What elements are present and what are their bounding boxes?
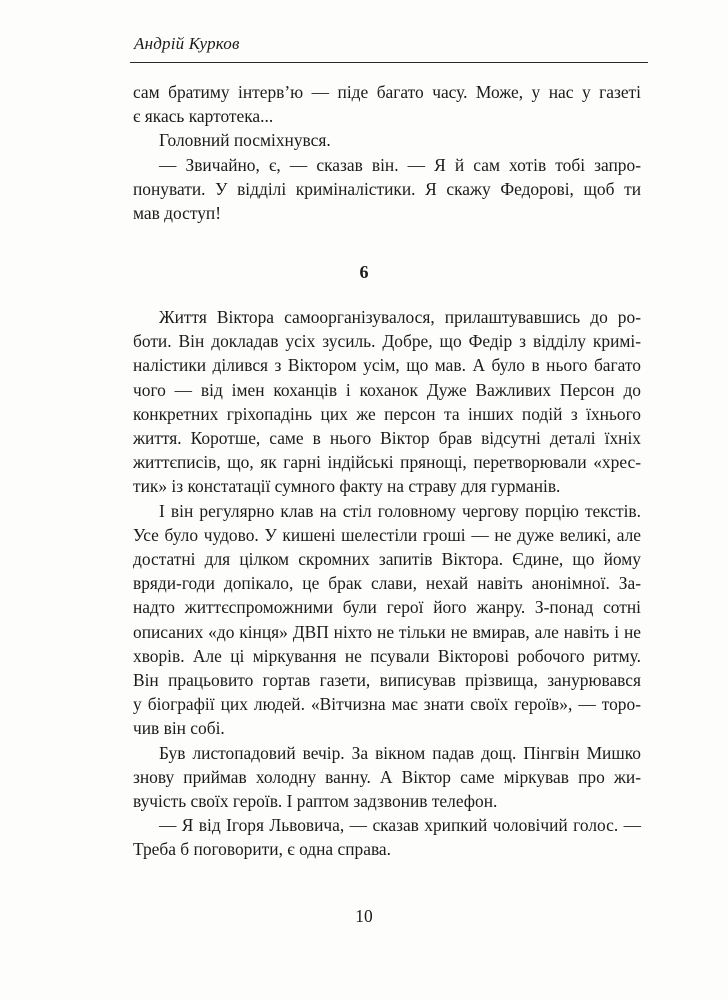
page-number: 10 <box>355 906 373 926</box>
text-line: хворів. Але ці міркування не псували Вікторові робочого ритму. <box>133 645 641 666</box>
text-block-top <box>133 80 641 225</box>
text-line: достатні для цілком скромних запитів Віктора. Єдине, що йому <box>133 549 641 570</box>
text-line: І він регулярно клав на стіл головному чергову порцію текстів. <box>159 500 641 521</box>
text-line: надто життєспроможними були герої його жанру. З-понад сотні <box>133 597 641 618</box>
text-line: понувати. У відділі криміналістики. Я скажу Федорові, щоб ти <box>133 178 641 199</box>
text-line: вряди-годи допікало, це брак слави, нехай навіть анонімної. За- <box>133 573 641 594</box>
text-line: життя. Коротше, саме в нього Віктор брав відсутні деталі їхніх <box>133 428 641 449</box>
text-line: тик» із констатації сумного факту на страву для гурманів. <box>133 476 561 497</box>
text-line: — Звичайно, є, — сказав він. — Я й сам хотів тобі запро- <box>159 154 641 175</box>
text-line: Усе було чудово. У кишені шелестіли гроші — не дуже великі, але <box>133 524 641 545</box>
text-line: чого — від імен коханців і коханок Дуже Важливих Персон до <box>133 379 641 400</box>
text-line: знову приймав холодну ванну. А Віктор саме міркував про жи- <box>133 766 641 787</box>
text-line: налістики ділився з Віктором усім, що мав. А було в нього багато <box>133 355 641 376</box>
text-line: Треба б поговорити, є одна справа. <box>133 839 391 860</box>
chapter-number: 6 <box>359 262 369 282</box>
text-line: сам братиму інтерв’ю — піде багато часу. Може, у нас у газеті <box>133 82 641 102</box>
text-line: є якась картотека... <box>133 106 274 127</box>
text-line: Був листопадовий вечір. За вікном падав дощ. Пінгвін Мишко <box>159 742 641 763</box>
text-line: Він працьовито гортав газети, виписував прізвища, занурювався <box>133 670 641 691</box>
text-line: у біографії цих людей. «Вітчизна має знати своїх героїв», — торо- <box>133 694 641 715</box>
text-line: Життя Віктора самоорганізувалося, прилаштувавшись до ро- <box>159 307 641 327</box>
text-line: — Я від Ігоря Львовича, — сказав хрипкий чоловічий голос. — <box>159 815 641 836</box>
text-line: конкретних гріхопадінь цих же персон та інших подій з їхнього <box>133 403 641 424</box>
text-line: Головний посміхнувся. <box>159 130 331 151</box>
text-line: чив він собі. <box>133 718 225 739</box>
running-head-author: Андрій Курков <box>134 34 240 53</box>
text-line: вучість своїх героїв. І раптом задзвонив телефон. <box>133 791 498 812</box>
text-line: боти. Він докладав усіх зусиль. Добре, що Федір з відділу кримі- <box>133 331 641 352</box>
text-block-chapter <box>133 305 641 862</box>
text-line: життєписів, що, як гарні індійські прянощі, перетворювали «хрес- <box>133 452 641 473</box>
header-rule <box>130 62 648 63</box>
text-line: описаних «до кінця» ДВП ніхто не тільки не вмирав, але навіть і не <box>133 621 641 642</box>
text-line: мав доступ! <box>133 203 222 224</box>
